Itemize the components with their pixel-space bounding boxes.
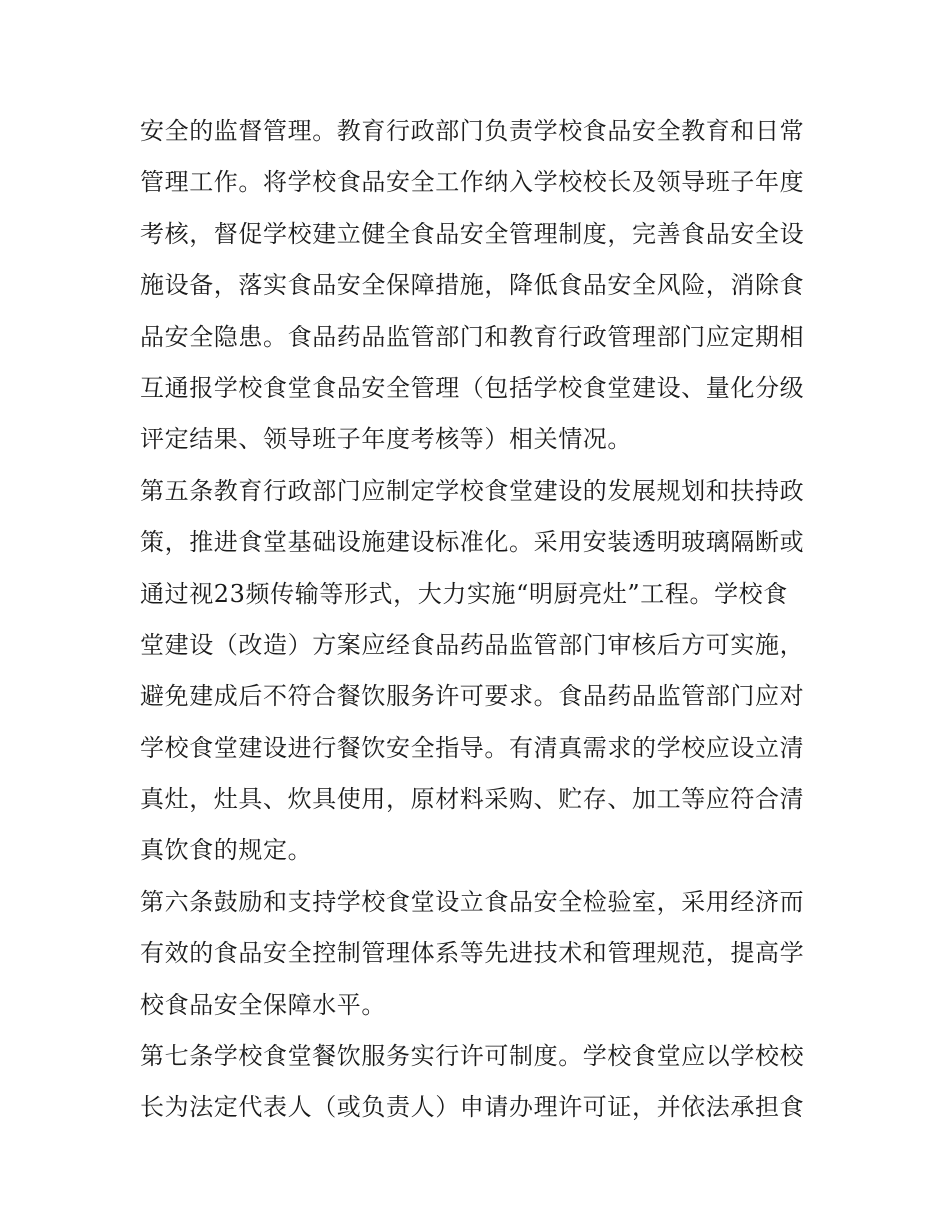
text-line: 真灶，灶具、炊具使用，原材料采购、贮存、加工等应符合清 [140,785,805,814]
body-text [140,106,830,1134]
text-line: 策，推进食堂基础设施建设标准化。采用安装透明玻璃隔断或 [140,528,805,557]
text-line: 品安全隐患。食品药品监管部门和教育行政管理部门应定期相 [140,322,805,351]
text-line: 校食品安全保障水平。 [140,990,386,1019]
text-line: 安全的监督管理。教育行政部门负责学校食品安全教育和日常 [140,117,805,145]
text-line: 互通报学校食堂食品安全管理（包括学校食堂建设、量化分级 [140,373,805,402]
text-line: 学校食堂建设进行餐饮安全指导。有清真需求的学校应设立清 [140,733,805,762]
text-line: 评定结果、领导班子年度考核等）相关情况。 [140,425,632,454]
article-7-start: 第七条学校食堂餐饮服务实行许可制度。学校食堂应以学校校 [140,1042,805,1071]
article-5-start: 第五条教育行政部门应制定学校食堂建设的发展规划和扶持政 [140,476,805,505]
text-line: 管理工作。将学校食品安全工作纳入学校校长及领导班子年度 [140,168,805,197]
text-line: 通过视23频传输等形式，大力实施“明厨亮灶”工程。学校食 [140,579,788,608]
text-line: 考核，督促学校建立健全食品安全管理制度，完善食品安全设 [140,219,805,248]
text-line: 施设备，落实食品安全保障措施，降低食品安全风险，消除食 [140,271,805,300]
text-line: 有效的食品安全控制管理体系等先进技术和管理规范，提高学 [140,939,805,968]
text-line: 长为法定代表人（或负责人）申请办理许可证，并依法承担食 [140,1093,805,1122]
text-line: 避免建成后不符合餐饮服务许可要求。食品药品监管部门应对 [140,682,805,711]
text-line: 真饮食的规定。 [140,836,313,865]
article-6-start: 第六条鼓励和支持学校食堂设立食品安全检验室，采用经济而 [140,887,805,916]
text-line: 堂建设（改造）方案应经食品药品监管部门审核后方可实施， [140,630,805,659]
